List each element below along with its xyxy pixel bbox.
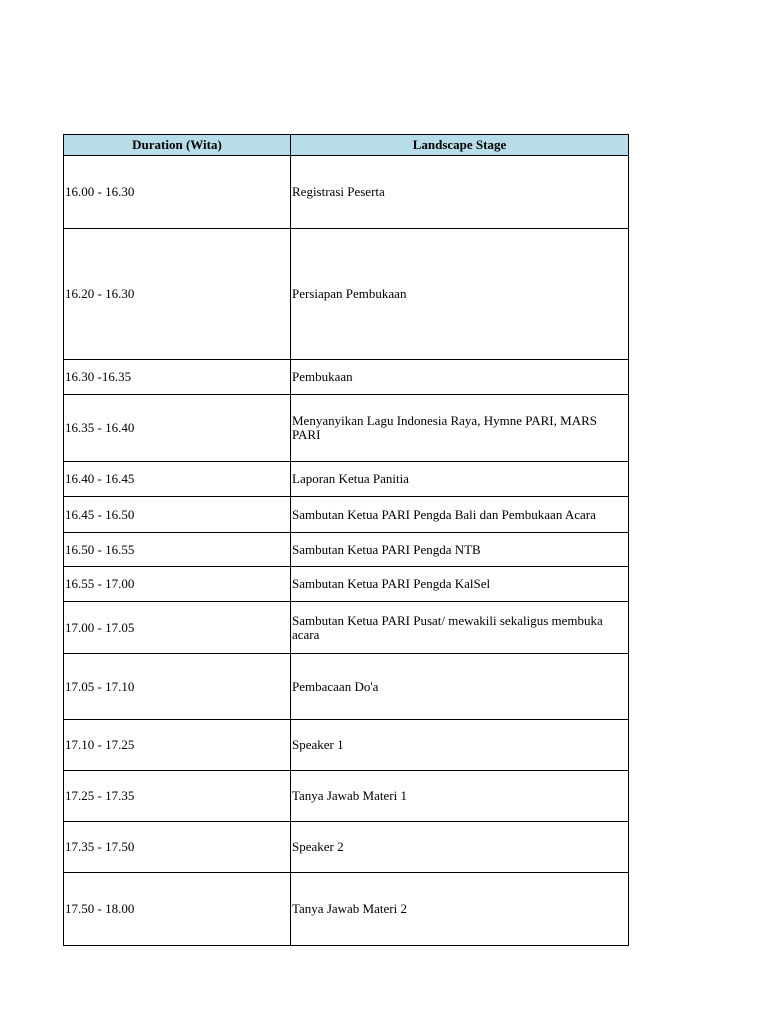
activity-cell: Sambutan Ketua PARI Pengda KalSel <box>291 567 629 602</box>
duration-cell: 17.05 - 17.10 <box>64 654 291 720</box>
duration-cell: 16.55 - 17.00 <box>64 567 291 602</box>
activity-cell: Sambutan Ketua PARI Pusat/ mewakili sekaligus membuka acara <box>291 602 629 654</box>
table-row <box>64 156 629 229</box>
table-row <box>64 822 629 873</box>
duration-cell: 17.00 - 17.05 <box>64 602 291 654</box>
table-row <box>64 229 629 360</box>
table-row <box>64 602 629 654</box>
duration-cell: 16.50 - 16.55 <box>64 533 291 567</box>
header-landscape-stage: Landscape Stage <box>291 135 629 156</box>
table-row <box>64 462 629 497</box>
table-row <box>64 497 629 533</box>
duration-cell: 16.20 - 16.30 <box>64 229 291 360</box>
activity-cell: Tanya Jawab Materi 1 <box>291 771 629 822</box>
activity-cell: Pembukaan <box>291 360 629 395</box>
header-duration: Duration (Wita) <box>64 135 291 156</box>
header-row <box>64 135 629 156</box>
duration-cell: 16.35 - 16.40 <box>64 395 291 462</box>
table-row <box>64 567 629 602</box>
table-row <box>64 533 629 567</box>
duration-cell: 16.30 -16.35 <box>64 360 291 395</box>
activity-cell: Tanya Jawab Materi 2 <box>291 873 629 946</box>
table-row <box>64 395 629 462</box>
schedule-table <box>63 134 629 946</box>
activity-cell: Persiapan Pembukaan <box>291 229 629 360</box>
activity-cell: Registrasi Peserta <box>291 156 629 229</box>
table-row <box>64 771 629 822</box>
activity-cell: Menyanyikan Lagu Indonesia Raya, Hymne PARI, MARS PARI <box>291 395 629 462</box>
duration-cell: 16.45 - 16.50 <box>64 497 291 533</box>
duration-cell: 17.50 - 18.00 <box>64 873 291 946</box>
duration-cell: 17.35 - 17.50 <box>64 822 291 873</box>
activity-cell: Speaker 1 <box>291 720 629 771</box>
duration-cell: 16.40 - 16.45 <box>64 462 291 497</box>
duration-cell: 17.25 - 17.35 <box>64 771 291 822</box>
table-row <box>64 873 629 946</box>
activity-cell: Laporan Ketua Panitia <box>291 462 629 497</box>
duration-cell: 17.10 - 17.25 <box>64 720 291 771</box>
activity-cell: Sambutan Ketua PARI Pengda NTB <box>291 533 629 567</box>
activity-cell: Sambutan Ketua PARI Pengda Bali dan Pembukaan Acara <box>291 497 629 533</box>
activity-cell: Pembacaan Do'a <box>291 654 629 720</box>
activity-cell: Speaker 2 <box>291 822 629 873</box>
duration-cell: 16.00 - 16.30 <box>64 156 291 229</box>
table-row <box>64 360 629 395</box>
table-row <box>64 720 629 771</box>
table-row <box>64 654 629 720</box>
